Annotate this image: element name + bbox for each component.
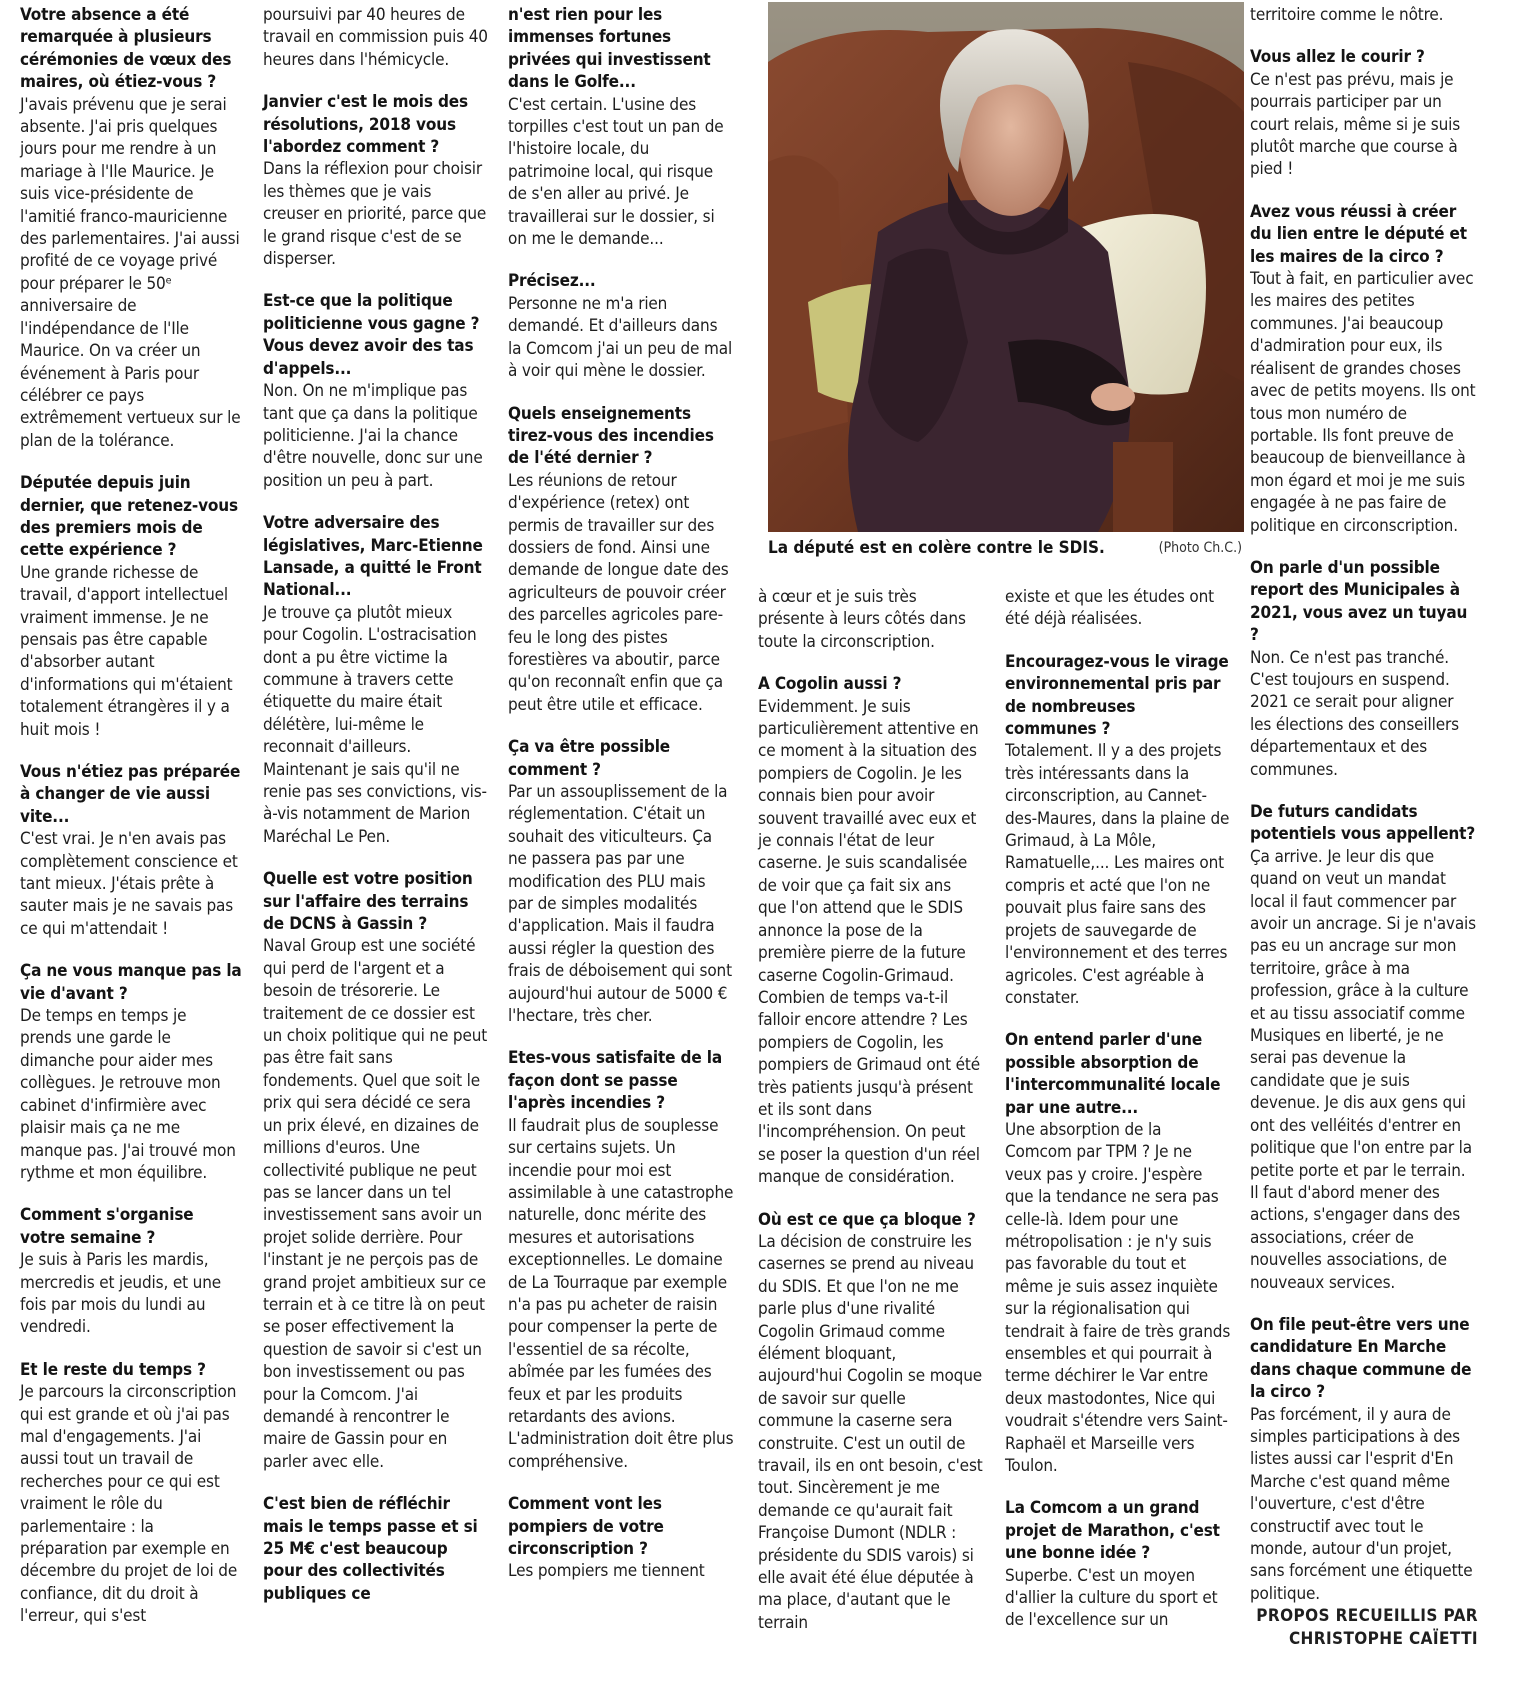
- question-heading: Ça va être possible comment ?: [508, 737, 671, 780]
- question-heading: Est-ce que la politique politicienne vous gagne ? Vous devez avoir des tas d'appels...: [263, 291, 480, 379]
- question-heading: Comment s'organise votre semaine ?: [20, 1205, 194, 1248]
- answer-paragraph: poursuivi par 40 heures de travail en commission puis 40 heures dans l'hémicycle.: [263, 5, 488, 70]
- article-column-4: [758, 586, 984, 1634]
- question-heading: Votre absence a été remarquée à plusieurs cérémonies de vœux des maires, où étiez-vous ?: [20, 5, 232, 93]
- caption-text: La député est en colère contre le SDIS.: [768, 538, 1105, 558]
- answer-paragraph: C'est certain. L'usine des torpilles c'est tout un pan de l'histoire locale, du patrimoine local, qui risque de s'en aller au privé. Je travaillerai sur le dossier, si on me le demande...: [508, 94, 724, 250]
- answer-paragraph: C'est vrai. Je n'en avais pas complètement conscience et tant mieux. J'étais prête à sauter mais je ne savais pas ce qui m'attendait !: [20, 829, 238, 939]
- question-heading: Comment vont les pompiers de votre circonscription ?: [508, 1494, 664, 1559]
- question-heading: Avez vous réussi à créer du lien entre le député et les maires de la circo ?: [1250, 201, 1467, 267]
- answer-paragraph: Superbe. C'est un moyen d'allier la culture du sport et de l'excellence sur un: [1005, 1565, 1218, 1631]
- question-heading: n'est rien pour les immenses fortunes privées qui investissent dans le Golfe...: [508, 5, 711, 93]
- question-heading: Vous allez le courir ?: [1250, 47, 1425, 68]
- answer-paragraph: Evidemment. Je suis particulièrement attentive en ce moment à la situation des pompiers de Cogolin. Je les connais bien pour avoir souvent travaillé avec eux et je connais l'état de leur caserne. Je suis scandalisée de voir que ça fait six ans que l'on attend que le SDIS annonce la pose de la première pierre de la future caserne Cogolin-Grimaud. Combien de temps va-t-il falloir encore attendre ? Les pompiers de Cogolin, les pompiers de Grimaud ont été très patients jusqu'à présent et ils sont dans l'incompréhension. On peut se poser la question d'un réel manque de considération.: [758, 696, 981, 1188]
- answer-paragraph: Ça arrive. Je leur dis que quand on veut un mandat local il faut commencer par avoir un ancrage. Si je n'avais pas eu un ancrage sur mon territoire, grâce à ma profession, grâce à la culture et au tissu associatif comme Musiques en liberté, je ne serai pas devenue la candidate que je suis devenue. Je dis aux gens qui ont des velléités d'entrer en politique que l'on entre par la petite porte et par le terrain. Il faut d'abord mener des actions, s'engager dans des associations, créer de nouvelles associations, de nouveaux services.: [1250, 846, 1476, 1293]
- answer-paragraph: Les réunions de retour d'expérience (retex) ont permis de travailler sur des dossiers de fond. Ainsi une demande de longue date des agriculteurs de pouvoir créer des parcelles agricoles pare-feu le long des pistes forestières va aboutir, parce qu'on reconnaît enfin que ça peut être utile et efficace.: [508, 470, 729, 715]
- portrait-photo: [768, 2, 1244, 532]
- question-heading: Quels enseignements tirez-vous des incendies de l'été dernier ?: [508, 403, 714, 469]
- answer-paragraph: Non. Ce n'est pas tranché. C'est toujours en suspend. 2021 ce serait pour aligner les élections des conseillers départementaux et des communes.: [1250, 647, 1459, 780]
- question-heading: Vous n'étiez pas préparée à changer de vie aussi vite...: [20, 762, 241, 827]
- answer-paragraph: La décision de construire les casernes se prend au niveau du SDIS. Et que l'on ne me parle plus d'une rivalité Cogolin Grimaud comme élément bloquant, aujourd'hui Cogolin se moque de savoir sur quelle commune la caserne sera construite. C'est un outil de travail, ils en ont besoin, c'est tout. Sincèrement je me demande ce qu'aurait fait Françoise Dumont (NDLR : présidente du SDIS varois) si elle avait été élue députée à ma place, d'autant que le terrain: [758, 1231, 983, 1633]
- article-column-1: [20, 4, 242, 1628]
- question-heading: Quelle est votre position sur l'affaire des terrains de DCNS à Gassin ?: [263, 869, 473, 935]
- article-column-6: [1250, 4, 1478, 1650]
- photo-credit: (Photo Ch.C.): [1158, 540, 1242, 556]
- question-heading: Encouragez-vous le virage environnemental pris par de nombreuses communes ?: [1005, 651, 1229, 740]
- byline-author: CHRISTOPHE CAÏETTI: [1288, 1628, 1478, 1649]
- answer-paragraph: Par un assouplissement de la réglementation. C'était un souhait des viticulteurs. Ça ne passera pas par une modification des PLU mais par de simples modalités d'application. Mais il faudra aussi régler la question des frais de déboisement qui sont aujourd'hui autour de 5000 € l'hectare, très cher.: [508, 782, 732, 1027]
- question-heading: Etes-vous satisfaite de la façon dont se passe l'après incendies ?: [508, 1048, 722, 1114]
- answer-paragraph: Pas forcément, il y aura de simples participations à des listes aussi car l'esprit d'En Marche c'est quand même l'ouverture, c'est d'être constructif avec tout le monde, autour d'un projet, sans forcément une étiquette politique.: [1250, 1404, 1473, 1604]
- article-column-5: [1005, 586, 1231, 1632]
- answer-paragraph: Naval Group est une société qui perd de l'argent et a besoin de trésorerie. Le traitement de ce dossier est un choix politique qui ne peut pas être fait sans fondements. Quel que soit le prix qui sera décidé ce sera un prix élevé, en dizaines de millions d'euros. Une collectivité publique ne peut pas se lancer dans un tel investissement sans avoir un projet solide derrière. Pour l'instant je ne perçois pas de grand projet ambitieux sur ce terrain et à ce titre là on peut se poser effectivement la question de savoir si c'est un bon investissement ou pas pour la Comcom. J'ai demandé à rencontrer le maire de Gassin pour en parler avec elle.: [263, 936, 488, 1472]
- answer-paragraph: J'avais prévenu que je serai absente. J'ai pris quelques jours pour me rendre à un mariage à l'Ile Maurice. Je suis vice-présidente de l'amitié franco-mauricienne des parlementaires. J'ai aussi profité de ce voyage privé pour préparer le 50ᵉ anniversaire de l'indépendance de l'Ile Maurice. On va créer un événement à Paris pour célébrer ce pays extrêmement vertueux sur le plan de la tolérance.: [20, 94, 241, 451]
- article-column-2: [263, 4, 489, 1605]
- question-heading: A Cogolin aussi ?: [758, 674, 902, 695]
- question-heading: Janvier c'est le mois des résolutions, 2018 vous l'abordez comment ?: [263, 92, 468, 158]
- article-column-3: [508, 4, 734, 1583]
- answer-paragraph: Totalement. Il y a des projets très intéressants dans la circonscription, au Cannet-des-Maures, dans la plaine de Grimaud, à La Môle, Ramatuelle,... Les maires ont compris et acté que l'on ne pouvait plus faire sans des projets de sauvegarde de l'environnement et des terres agricoles. C'est agréable à constater.: [1005, 741, 1230, 1008]
- answer-paragraph: Une grande richesse de travail, d'apport intellectuel vraiment immense. Je ne pensais pas être capable d'absorber autant d'informations qui m'étaient totalement étrangères il y a huit mois !: [20, 562, 233, 740]
- question-heading: De futurs candidats potentiels vous appellent?: [1250, 802, 1476, 845]
- question-heading: On entend parler d'une possible absorption de l'intercommunalité locale par une autre...: [1005, 1030, 1221, 1118]
- answer-paragraph: Tout à fait, en particulier avec les maires des petites communes. J'ai beaucoup d'admiration pour eux, ils réalisent de grandes choses avec de petits moyens. Ils ont tous mon numéro de portable. Ils font preuve de beaucoup de bienveillance à mon égard et moi je me suis engagée à ne pas faire de politique en circonscription.: [1250, 269, 1476, 536]
- answer-paragraph: Je parcours la circonscription qui est grande et où j'ai pas mal d'engagements. J'ai aussi tout un travail de recherches pour ce qui est vraiment le rôle du parlementaire : la préparation par exemple en décembre du projet de loi de confiance, dit du droit à l'erreur, qui s'est: [20, 1382, 238, 1627]
- question-heading: Ça ne vous manque pas la vie d'avant ?: [20, 961, 242, 1004]
- answer-paragraph: Une absorption de la Comcom par TPM ? Je ne veux pas y croire. J'espère que la tendance ne sera pas celle-là. Idem pour une métropolisation : je n'y suis pas favorable du tout et même je suis assez inquiète sur la régionalisation qui tendrait à faire de très grands ensembles et qui pourrait à terme déchirer le Var entre deux mastodontes, Nice qui voudrait s'étendre vers Saint-Raphaël et Marseille vers Toulon.: [1005, 1119, 1231, 1477]
- answer-paragraph: Non. On ne m'implique pas tant que ça dans la politique politicienne. J'ai la chance d'être nouvelle, donc sur une position un peu à part.: [263, 381, 483, 491]
- question-heading: La Comcom a un grand projet de Marathon, c'est une bonne idée ?: [1005, 1498, 1220, 1564]
- answer-paragraph: Ce n'est pas prévu, mais je pourrais participer par un court relais, même si je suis plutôt marche que course à pied !: [1250, 69, 1461, 180]
- question-heading: On parle d'un possible report des Municipales à 2021, vous avez un tuyau ?: [1250, 557, 1468, 646]
- answer-paragraph: territoire comme le nôtre.: [1250, 5, 1444, 25]
- question-heading: Précisez...: [508, 271, 596, 292]
- byline-label: PROPOS RECUEILLIS PAR: [1256, 1606, 1478, 1627]
- question-heading: Députée depuis juin dernier, que retenez-vous des premiers mois de cette expérience ?: [20, 473, 238, 561]
- answer-paragraph: existe et que les études ont été déjà réalisées.: [1005, 587, 1214, 630]
- answer-paragraph: Il faudrait plus de souplesse sur certains sujets. Un incendie pour moi est assimilable à une catastrophe naturelle, donc mérite des mesures et autorisations exceptionnelles. Le domaine de La Tourraque par exemple n'a pas pu acheter de raisin pour compenser la perte de l'essentiel de sa récolte, abîmée par les fumées des feux et par les produits retardants des avions. L'administration doit être plus compréhensive.: [508, 1115, 734, 1472]
- question-heading: Où est ce que ça bloque ?: [758, 1209, 976, 1230]
- question-heading: Et le reste du temps ?: [20, 1359, 206, 1380]
- answer-paragraph: Les pompiers me tiennent: [508, 1561, 705, 1582]
- answer-paragraph: Je suis à Paris les mardis, mercredis et jeudis, et une fois par mois du lundi au vendredi.: [20, 1250, 222, 1338]
- answer-paragraph: à cœur et je suis très présente à leurs côtés dans toute la circonscription.: [758, 587, 966, 652]
- question-heading: On file peut-être vers une candidature En Marche dans chaque commune de la circo ?: [1250, 1314, 1472, 1403]
- question-heading: C'est bien de réfléchir mais le temps passe et si 25 M€ c'est beaucoup pour des collectivités publiques ce: [263, 1494, 478, 1604]
- answer-paragraph: Dans la réflexion pour choisir les thèmes que je vais creuser en priorité, parce que le grand risque c'est de se disperser.: [263, 159, 487, 270]
- answer-paragraph: Personne ne m'a rien demandé. Et d'ailleurs dans la Comcom j'ai un peu de mal à voir qui mène le dossier.: [508, 293, 733, 382]
- question-heading: Votre adversaire des législatives, Marc-Etienne Lansade, a quitté le Front National...: [263, 513, 483, 601]
- answer-paragraph: De temps en temps je prends une garde le dimanche pour aider mes collègues. Je retrouve mon cabinet d'infirmière avec plaisir mais ça ne me manque pas. J'ai trouvé mon rythme et mon équilibre.: [20, 1006, 236, 1183]
- photo-caption: [768, 536, 1244, 562]
- answer-paragraph: Je trouve ça plutôt mieux pour Cogolin. L'ostracisation dont a pu être victime la commune à travers cette étiquette du maire était délétère, lui-même le reconnait d'ailleurs. Maintenant je sais qu'il ne renie pas ses convictions, vis-à-vis notamment de Marion Maréchal Le Pen.: [263, 602, 487, 847]
